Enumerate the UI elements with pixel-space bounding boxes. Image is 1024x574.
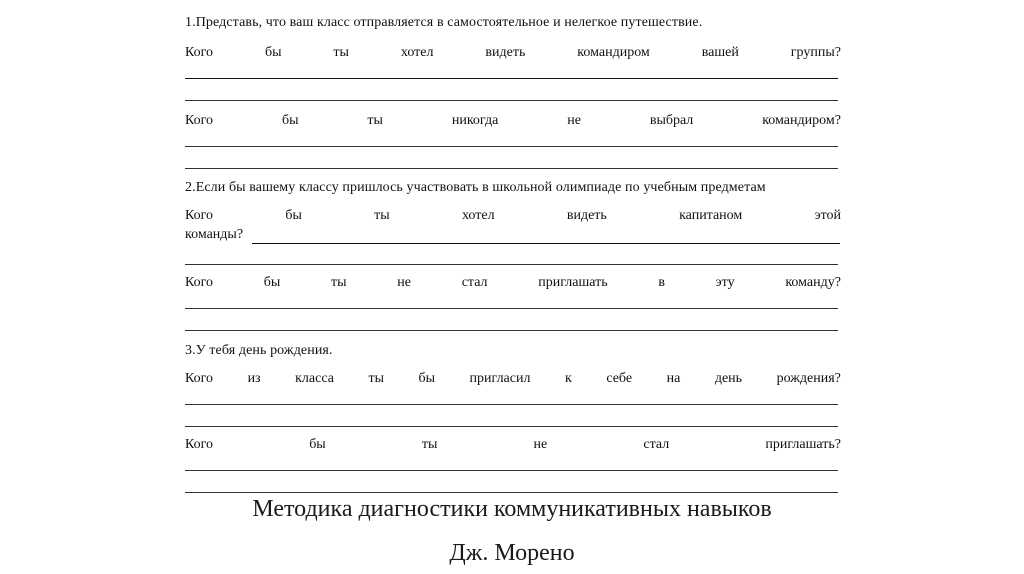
section-3-question-2: [185, 437, 841, 453]
answer-line: [185, 330, 838, 331]
answer-line: [185, 426, 838, 427]
section-2-question-1-tail: команды?: [185, 227, 244, 242]
word: эту: [715, 275, 735, 290]
answer-line: [185, 146, 838, 147]
word: хотел: [461, 208, 495, 223]
word: из: [247, 371, 261, 386]
answer-line: [252, 243, 840, 244]
word: стал: [643, 437, 670, 452]
word: ты: [368, 371, 384, 386]
word: к: [564, 371, 572, 386]
section-3-question-1: [185, 371, 841, 387]
word: видеть: [566, 208, 607, 223]
section-1-question-2: [185, 113, 841, 129]
answer-line: [185, 78, 838, 79]
word: ты: [333, 45, 349, 60]
section-3-heading: 3.У тебя день рождения.: [185, 343, 333, 358]
word: ты: [374, 208, 390, 223]
word: капитаном: [679, 208, 743, 223]
word: хотел: [400, 45, 434, 60]
word: не: [397, 275, 411, 290]
word: Кого: [185, 113, 214, 128]
word: пригласил: [469, 371, 531, 386]
word: Кого: [185, 437, 214, 452]
word: бы: [263, 275, 281, 290]
word: стал: [461, 275, 488, 290]
section-2-question-2: [185, 275, 841, 291]
section-1-heading: 1.Представь, что ваш класс отправляется в самостоятельное и нелегкое путешествие.: [185, 15, 703, 30]
word: Кого: [185, 275, 214, 290]
answer-line: [185, 470, 838, 471]
word: этой: [814, 208, 841, 223]
word: командиром: [577, 45, 650, 60]
word: приглашать: [538, 275, 608, 290]
caption-author: Дж. Морено: [449, 540, 575, 566]
section-2-question-1: [185, 208, 841, 224]
word: Кого: [185, 208, 214, 223]
word: бы: [285, 208, 302, 223]
word: вашей: [701, 45, 739, 60]
word: Кого: [185, 371, 214, 386]
section-2-heading: 2.Если бы вашему классу пришлось участвовать в школьной олимпиаде по учебным предметам: [185, 180, 766, 195]
word: бы: [309, 437, 326, 452]
word: ты: [421, 437, 438, 452]
word: ты: [367, 113, 383, 128]
word: себе: [606, 371, 633, 386]
word: бы: [281, 113, 299, 128]
word: группы?: [790, 45, 841, 60]
answer-line: [185, 168, 838, 169]
word: ты: [331, 275, 347, 290]
answer-line: [185, 492, 838, 493]
word: бы: [418, 371, 436, 386]
word: Кого: [185, 45, 214, 60]
word: в: [658, 275, 665, 290]
word: никогда: [451, 113, 499, 128]
word: команду?: [785, 275, 841, 290]
word: не: [533, 437, 548, 452]
word: выбрал: [649, 113, 694, 128]
answer-line: [185, 308, 838, 309]
word: командиром?: [762, 113, 841, 128]
word: рождения?: [776, 371, 841, 386]
section-1-question-1: [185, 45, 841, 61]
answer-line: [185, 404, 838, 405]
caption-title: Методика диагностики коммуникативных навыков: [252, 496, 772, 522]
answer-line: [185, 100, 838, 101]
answer-line: [185, 264, 838, 265]
word: видеть: [485, 45, 526, 60]
word: бы: [264, 45, 282, 60]
word: не: [567, 113, 581, 128]
word: день: [714, 371, 743, 386]
word: на: [666, 371, 681, 386]
word: класса: [295, 371, 334, 386]
word: приглашать?: [765, 437, 841, 452]
